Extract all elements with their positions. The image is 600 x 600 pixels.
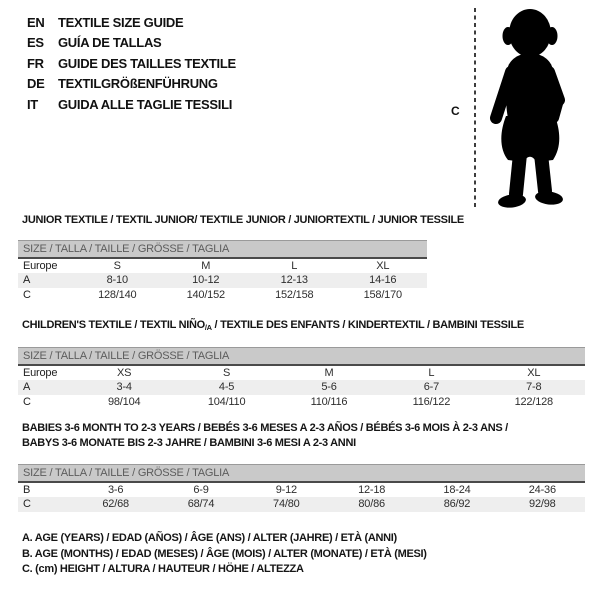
value-cell: 152/158 [275, 289, 314, 301]
row-label-cell: Europe [23, 366, 58, 379]
row-label-cell: A [18, 273, 73, 288]
row-label-cell: C [23, 289, 31, 301]
baby-silhouette-icon [483, 6, 575, 212]
value-cell: L [291, 259, 298, 272]
language-row-es [27, 33, 236, 54]
row-label-cell: A [18, 380, 73, 395]
height-dashed-line [474, 8, 476, 208]
language-row-en [27, 12, 236, 33]
value-cell: 14-16 [339, 273, 428, 288]
language-row-fr [27, 53, 236, 74]
size-header-row [18, 465, 585, 482]
value-cell: 122/128 [514, 396, 553, 408]
children-section-title [22, 319, 524, 332]
value-cell: 18-24 [443, 483, 471, 496]
language-title: TEXTILGRÖßENFÜHRUNG [58, 76, 218, 92]
value-cell: 128/140 [98, 289, 137, 301]
value-cell: 3-6 [108, 483, 124, 496]
language-title: GUÍA DE TALLAS [58, 35, 162, 51]
junior-section-title: JUNIOR TEXTILE / TEXTIL JUNIOR/ TEXTILE JUNIOR / JUNIORTEXTIL / JUNIOR TESSILE [22, 214, 464, 226]
language-code: ES [27, 35, 44, 51]
value-cell: 116/122 [412, 396, 451, 408]
language-code: IT [27, 96, 38, 112]
language-row-de [27, 74, 236, 95]
children-title-main: CHILDREN'S TEXTILE / TEXTIL NIÑO [22, 319, 205, 331]
row-label-cell: C [18, 497, 73, 512]
language-title: GUIDE DES TAILLES TEXTILE [58, 55, 236, 71]
legend-notes [22, 531, 427, 578]
value-cell: 6-9 [193, 483, 209, 496]
value-cell: 10-12 [162, 273, 251, 288]
value-cell: XS [117, 366, 132, 379]
value-cell: S [223, 366, 231, 379]
value-cell: 9-12 [275, 483, 297, 496]
babies-title-line2: BABYS 3-6 MONATE BIS 2-3 JAHRE / BAMBINI 3-6 MESI A 2-3 ANNI [22, 437, 356, 449]
value-cell: 140/152 [186, 289, 225, 301]
value-cell: 24-36 [528, 483, 556, 496]
language-list [27, 12, 236, 115]
row-label-cell: C [23, 396, 31, 408]
babies-section-title [22, 421, 508, 451]
height-measure-label: C [451, 104, 460, 118]
value-cell: M [201, 259, 211, 272]
table-row [18, 482, 585, 497]
table-row [18, 258, 427, 273]
value-cell: 7-8 [483, 380, 585, 395]
note-age-years: A. AGE (YEARS) / EDAD (AÑOS) / ÂGE (ANS) / ALTER (JAHRE) / ETÀ (ANNI) [22, 532, 397, 544]
value-cell: 6-7 [380, 380, 482, 395]
value-cell: 62/68 [73, 497, 158, 512]
babies-size-table [18, 464, 585, 512]
size-header-row [18, 241, 427, 258]
row-label-cell: Europe [23, 259, 58, 272]
note-age-months: B. AGE (MONTHS) / EDAD (MESES) / ÂGE (MOIS) / ALTER (MONATE) / ETÀ (MESI) [22, 547, 427, 560]
table-row [18, 288, 427, 303]
children-title-subscript: /A [204, 323, 212, 332]
note-height-cm: C. (cm) HEIGHT / ALTURA / HAUTEUR / HÖHE / ALTEZZA [22, 563, 304, 575]
size-header: SIZE / TALLA / TAILLE / GRÖSSE / TAGLIA [18, 465, 585, 482]
value-cell: 12-13 [250, 273, 339, 288]
value-cell: 110/116 [310, 396, 348, 408]
value-cell: 98/104 [107, 396, 141, 408]
value-cell: XL [527, 366, 541, 379]
value-cell: 158/170 [363, 289, 402, 301]
value-cell: S [113, 259, 121, 272]
value-cell: L [428, 366, 435, 379]
value-cell: 12-18 [358, 483, 386, 496]
children-title-rest: / TEXTILE DES ENFANTS / KINDERTEXTIL / BAMBINI TESSILE [211, 319, 524, 331]
babies-title-line1: BABIES 3-6 MONTH TO 2-3 YEARS / BEBÉS 3-6 MESES A 2-3 AÑOS / BÉBÉS 3-6 MOIS À 2-3 ANS / [22, 422, 508, 434]
language-row-it [27, 94, 236, 115]
table-row [18, 395, 585, 410]
value-cell: 3-4 [73, 380, 175, 395]
size-header: SIZE / TALLA / TAILLE / GRÖSSE / TAGLIA [18, 348, 585, 365]
value-cell: 8-10 [73, 273, 162, 288]
value-cell: 74/80 [244, 497, 329, 512]
table-row [18, 380, 585, 395]
junior-size-table [18, 240, 427, 303]
size-header-row [18, 348, 585, 365]
language-code: EN [27, 14, 45, 30]
table-row [18, 365, 585, 380]
value-cell: 80/86 [329, 497, 414, 512]
value-cell: 4-5 [175, 380, 277, 395]
row-label-cell: B [23, 483, 31, 496]
language-title: GUIDA ALLE TAGLIE TESSILI [58, 96, 233, 112]
language-title: TEXTILE SIZE GUIDE [58, 14, 184, 30]
value-cell: 5-6 [278, 380, 380, 395]
size-header: SIZE / TALLA / TAILLE / GRÖSSE / TAGLIA [18, 241, 427, 258]
value-cell: M [324, 366, 334, 379]
children-size-table [18, 347, 585, 410]
language-code: FR [27, 55, 44, 71]
value-cell: 104/110 [207, 396, 246, 408]
language-code: DE [27, 76, 45, 92]
table-row [18, 273, 427, 288]
table-row [18, 497, 585, 512]
value-cell: 92/98 [500, 497, 585, 512]
value-cell: 86/92 [414, 497, 499, 512]
value-cell: XL [376, 259, 390, 272]
value-cell: 68/74 [158, 497, 243, 512]
